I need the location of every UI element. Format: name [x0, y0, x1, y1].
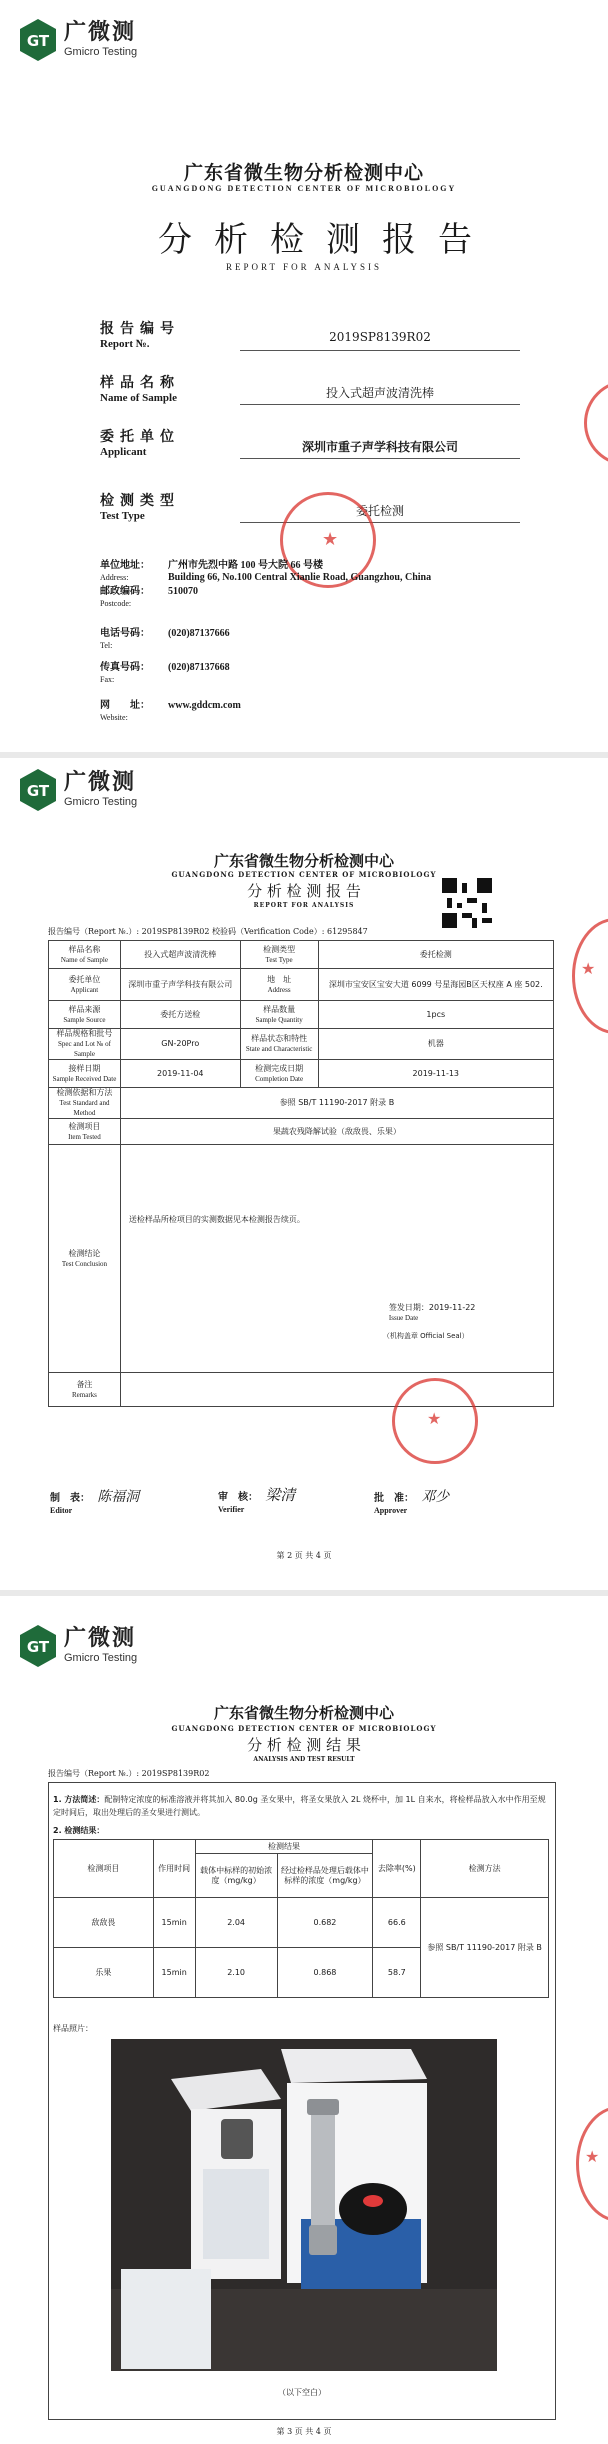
field-report-no-label: 报告编号 Report №. — [100, 321, 180, 350]
cell-received: 2019-11-04 — [120, 1060, 240, 1088]
contact-address: 单位地址： Address: 广州市先烈中路 100 号大院 66 号楼 Building 66, No.100 Central Xianlie Road, Guangzhou, China — [100, 560, 432, 583]
cell-label: 检测项目 Item Tested — [49, 1119, 121, 1145]
cell-completed: 2019-11-13 — [318, 1060, 553, 1088]
page-title: 分 析 检 测 报 告 — [247, 882, 361, 900]
contact-website: 网 址： Website: www.gddcm.com — [100, 700, 241, 722]
th-before: 载体中标样的初始浓度（mg/kg） — [195, 1854, 277, 1898]
th-time: 作用时间 — [153, 1840, 195, 1898]
field-test-type-value: 委托检测 — [355, 504, 404, 518]
th-group: 检测结果 — [195, 1840, 373, 1854]
cell-label: 检测完成日期 Completion Date — [240, 1060, 318, 1088]
contact-postcode: 邮政编码： Postcode: 510070 — [100, 586, 198, 608]
cell-label: 接样日期 Sample Received Date — [49, 1060, 121, 1088]
signer-editor: 制 表： 陈福洞 Editor — [50, 1489, 140, 1515]
cell-test-type: 委托检测 — [318, 941, 553, 969]
cell-label: 样品状态和特性 State and Characteristic — [240, 1029, 318, 1060]
cell-label: 备注 Remarks — [49, 1373, 121, 1407]
report-summary-table — [48, 940, 554, 1407]
cell-standard: 参照 SB/T 11190-2017 附录 B — [120, 1088, 553, 1119]
page-number: 第 3 页 共 4 页 — [276, 2427, 332, 2436]
official-seal-icon: ★ — [576, 2106, 608, 2222]
th-after: 经过检样品处理后载体中标样的浓度（mg/kg） — [277, 1854, 373, 1898]
svg-text:GT: GT — [26, 1638, 50, 1656]
cell-conclusion — [120, 1145, 553, 1373]
official-seal-icon: ★ — [392, 1378, 478, 1464]
contact-tel: 电话号码： Tel: (020)87137666 — [100, 628, 230, 650]
cover-title: 分析检测报告 — [158, 220, 494, 260]
cell-source: 委托方送检 — [120, 1001, 240, 1029]
official-seal-icon: ★ — [280, 492, 376, 588]
issue-date: 签发日期：2019-11-22 Issue Date — [388, 1303, 476, 1322]
report-number: 报告编号（Report №.）: 2019SP8139R02 校验码（Verification Code）: 61295847 — [48, 927, 368, 936]
logo — [18, 18, 137, 62]
table-row: 乐果 15min 2.10 0.868 58.7 — [54, 1948, 549, 1998]
product-photo — [111, 2039, 497, 2371]
signer-approver: 批 准： 邓少 Approver — [374, 1489, 450, 1515]
org-name: 广东省微生物分析检测中心 — [213, 852, 394, 870]
logo-en: Gmicro Testing — [64, 46, 138, 58]
cell-address: 深圳市宝安区宝安大道 6099 号星海园B区天权座 A 座 502. — [318, 969, 553, 1001]
cover-page — [0, 0, 608, 752]
qr-code-icon — [442, 878, 492, 928]
contact-fax: 传真号码： Fax: (020)87137668 — [100, 662, 230, 684]
logo: GT 广微测 Gmicro Testing — [18, 768, 137, 812]
report-page-2 — [0, 758, 608, 1590]
logo-cn: 广微测 — [64, 20, 137, 45]
cover-subtitle: REPORT FOR ANALYSIS — [226, 262, 382, 272]
result-heading: 2. 检测结果： — [53, 1826, 105, 1835]
signer-verifier: 审 核： 梁清 Verifier — [218, 1486, 296, 1514]
cell-items: 果蔬农残降解试验（敌敌畏、乐果） — [120, 1119, 553, 1145]
page-title: 分 析 检 测 结 果 — [247, 1736, 361, 1754]
org-name-en: GUANGDONG DETECTION CENTER OF MICROBIOLOGY — [171, 1724, 437, 1733]
cell-label: 样品数量 Sample Quantity — [240, 1001, 318, 1029]
official-seal-icon — [584, 380, 608, 466]
svg-text:GT: GT — [26, 782, 50, 800]
th-method: 检测方法 — [421, 1840, 549, 1898]
org-name-en: GUANGDONG DETECTION CENTER OF MICROBIOLOGY — [171, 870, 437, 879]
field-report-no-value: 2019SP8139R02 — [329, 330, 431, 344]
gt-logo-icon — [18, 768, 58, 812]
cell-label: 样品名称 Name of Sample — [49, 941, 121, 969]
photo-label: 样品照片： — [53, 2024, 93, 2033]
gt-logo-icon — [18, 18, 58, 62]
result-table — [53, 1839, 549, 1998]
conclusion-text: 送检样品所检项目的实测数据见本检测报告续页。 — [128, 1215, 305, 1224]
cell-label: 检测依据和方法 Test Standard and Method — [49, 1088, 121, 1119]
official-seal-icon: ★ — [572, 918, 608, 1034]
page-subtitle: REPORT FOR ANALYSIS — [253, 902, 355, 909]
cell-state: 机器 — [318, 1029, 553, 1060]
svg-text:GT: GT — [26, 32, 50, 50]
field-sample-name-value: 投入式超声波清洗棒 — [325, 386, 434, 400]
field-applicant-label: 委托单位 Applicant — [100, 429, 180, 458]
org-name-en: GUANGDONG DETECTION CENTER OF MICROBIOLOGY — [151, 184, 457, 193]
cell-label: 样品规格和批号 Spec and Lot № of Sample — [49, 1029, 121, 1060]
field-sample-name-label: 样品名称 Name of Sample — [100, 375, 180, 404]
method-description: 1. 方法简述：配制特定浓度的标准溶液并将其加入 80.0g 圣女果中，将圣女果放入 2L 烧杯中，加 1L 自来水，将检样品放入水中作用至规定时间后，取出处理后的圣女果进行测试。 — [53, 1795, 546, 1817]
cell-applicant: 深圳市重子声学科技有限公司 — [120, 969, 240, 1001]
result-box — [48, 1782, 556, 2420]
field-test-type-label: 检测类型 Test Type — [100, 493, 180, 522]
gt-logo-icon — [18, 1624, 58, 1668]
report-number: 报告编号（Report №.）: 2019SP8139R02 — [48, 1769, 210, 1778]
seal-caption: （机构盖章 Official Seal） — [382, 1332, 469, 1340]
divider — [240, 458, 520, 459]
cell-spec: GN-20Pro — [120, 1029, 240, 1060]
cell-quantity: 1pcs — [318, 1001, 553, 1029]
table-row: 敌敌畏 15min 2.04 0.682 66.6 参照 SB/T 11190-2017 附录 B — [54, 1898, 549, 1948]
page-subtitle: ANALYSIS AND TEST RESULT — [253, 1756, 355, 1763]
page-number: 第 2 页 共 4 页 — [276, 1551, 332, 1560]
cell-label: 样品来源 Sample Source — [49, 1001, 121, 1029]
cell-remarks — [120, 1373, 553, 1407]
logo: GT 广微测 Gmicro Testing — [18, 1624, 137, 1668]
end-mark: （以下空白） — [278, 2388, 326, 2397]
cell-label: 检测结论 Test Conclusion — [49, 1145, 121, 1373]
cell-method-ref: 参照 SB/T 11190-2017 附录 B — [421, 1898, 549, 1998]
cell-label: 地 址 Address — [240, 969, 318, 1001]
cell-sample-name: 投入式超声波清洗棒 — [120, 941, 240, 969]
cell-label: 委托单位 Applicant — [49, 969, 121, 1001]
org-name: 广东省微生物分析检测中心 — [213, 1704, 394, 1722]
th-rate: 去除率(%) — [373, 1840, 421, 1898]
th-item: 检测项目 — [54, 1840, 154, 1898]
divider — [240, 350, 520, 351]
divider — [240, 404, 520, 405]
report-page-3 — [0, 1596, 608, 2444]
cell-label: 检测类型 Test Type — [240, 941, 318, 969]
field-applicant-value: 深圳市重子声学科技有限公司 — [301, 440, 458, 454]
org-name: 广东省微生物分析检测中心 — [183, 162, 424, 184]
